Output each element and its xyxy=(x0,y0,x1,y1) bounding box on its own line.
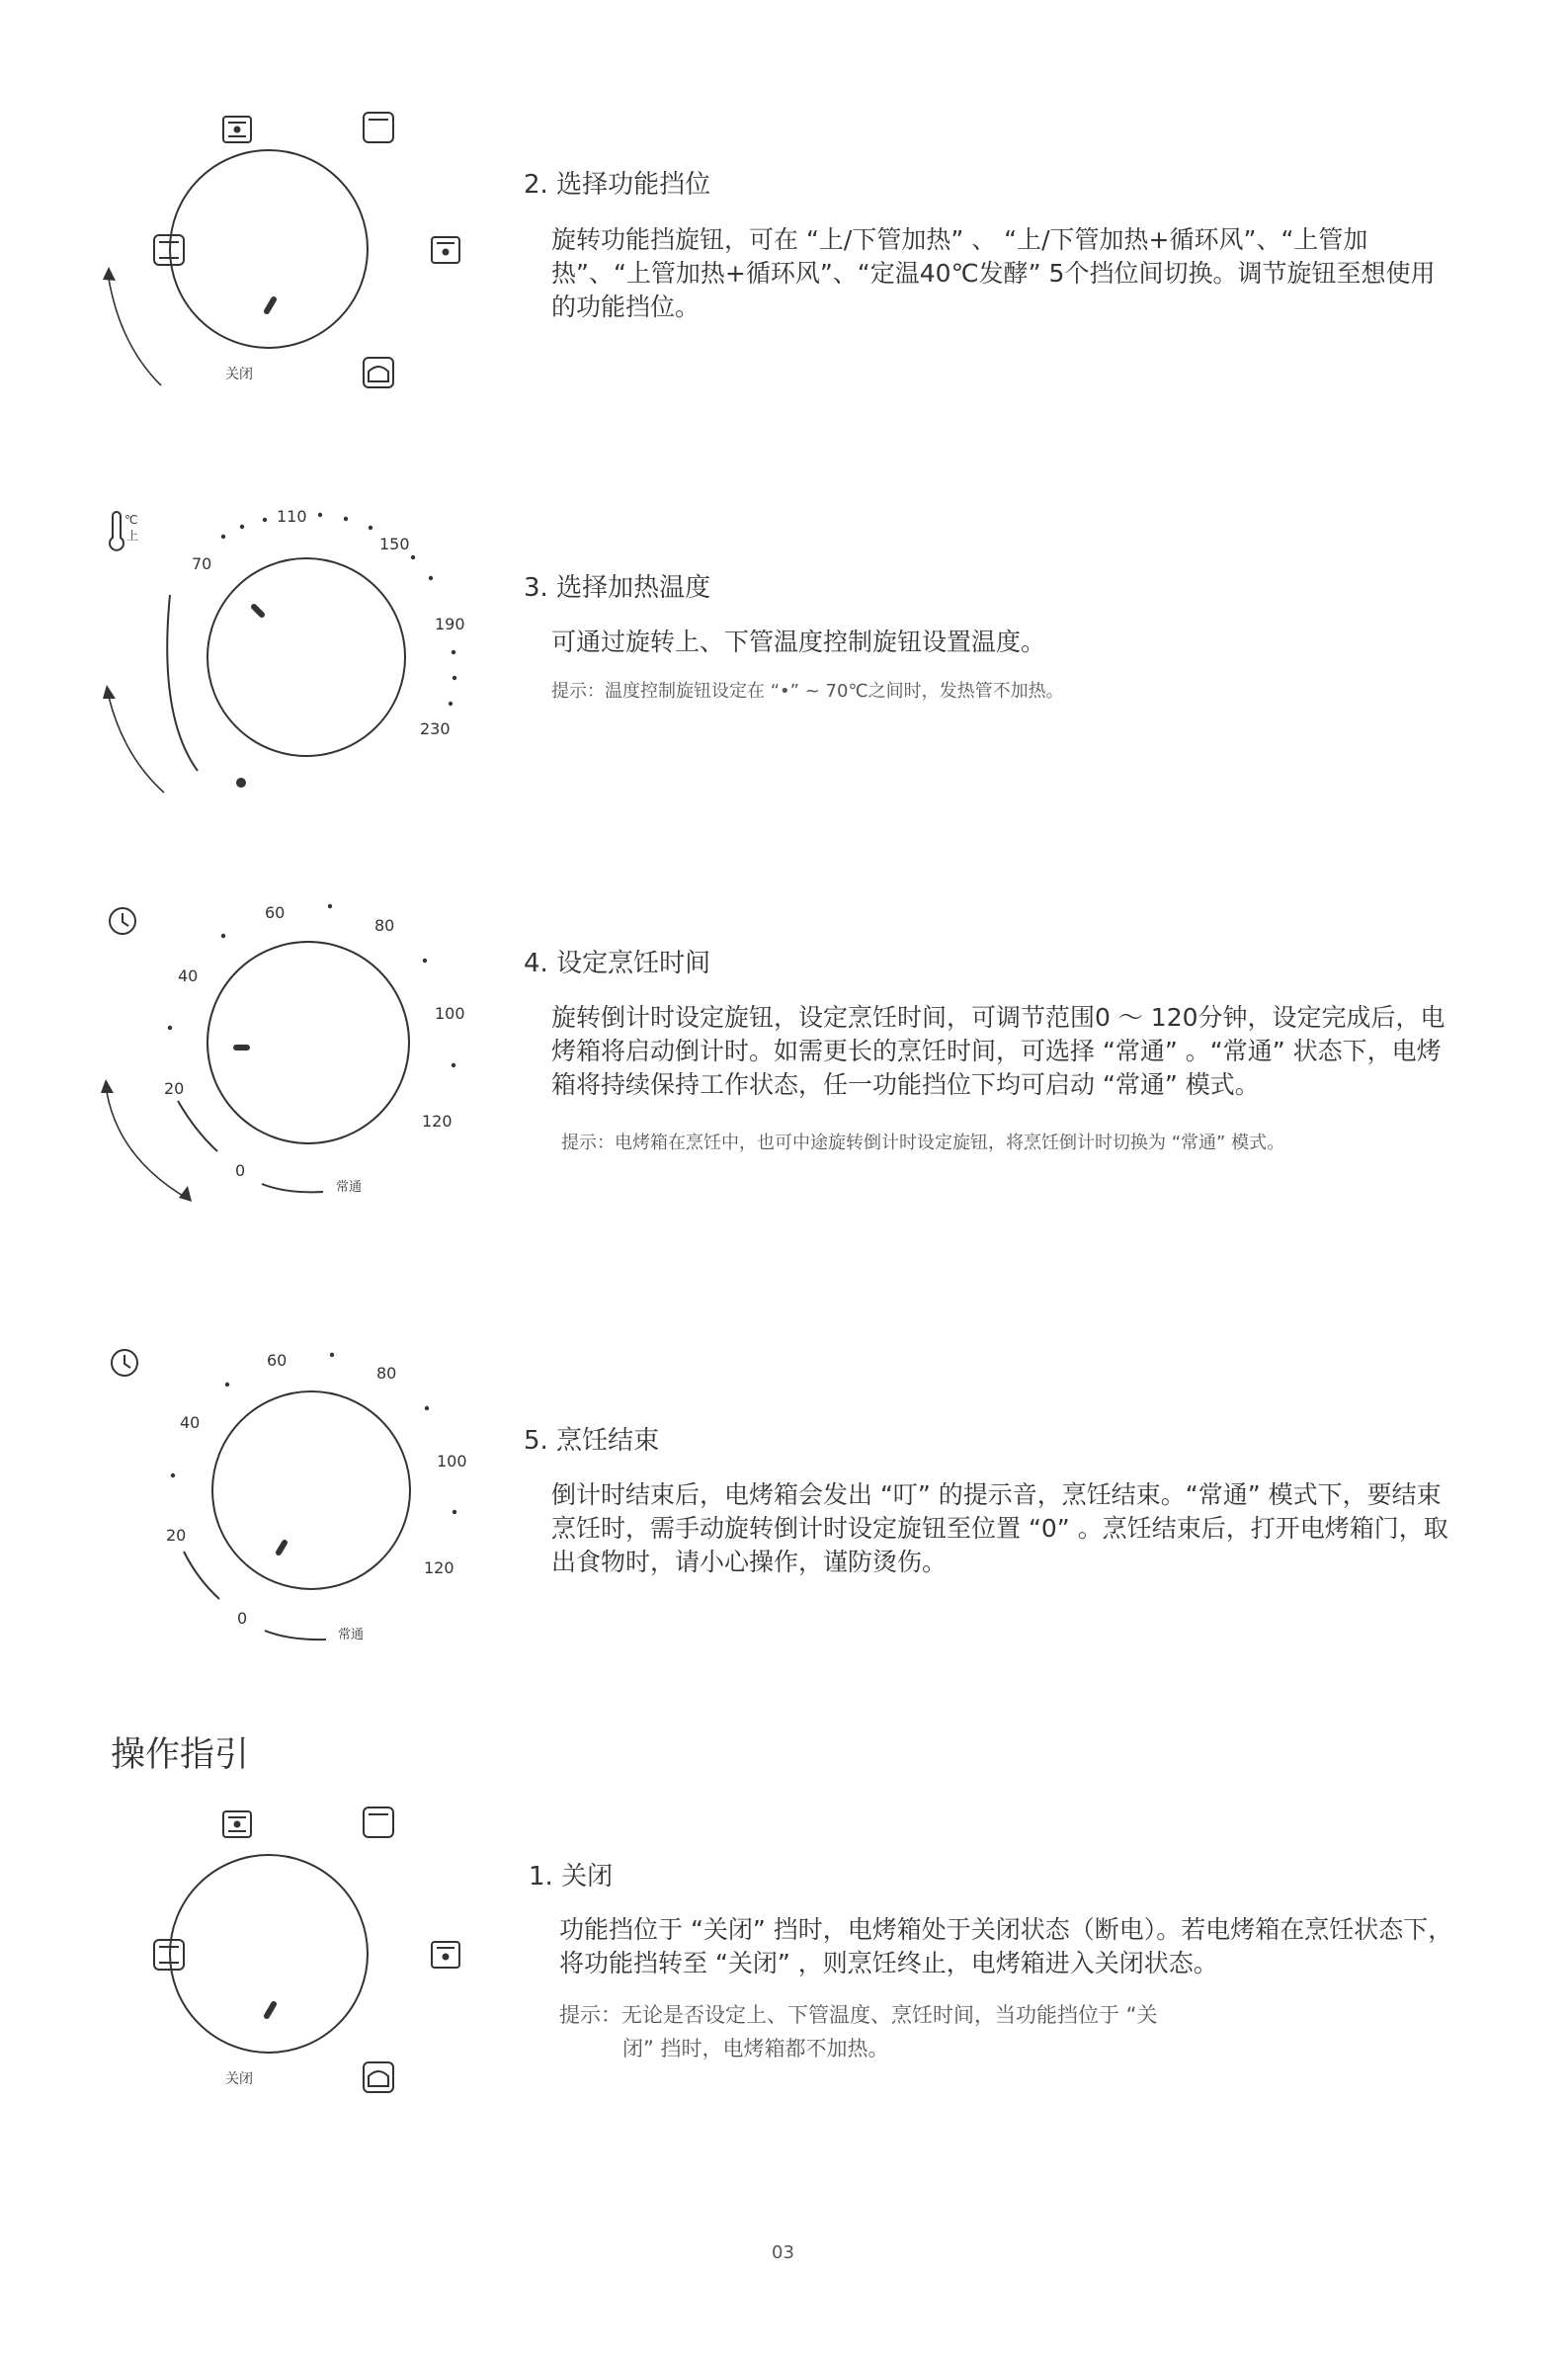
temp-70-label: 70 xyxy=(192,554,212,573)
finish-body: 倒计时结束后，电烤箱会发出 “叮” 的提示音，烹饪结束。“常通” 模式下，要结束烹饪时，需手动旋转倒计时设定旋钮至位置 “0” 。烹饪结束后，打开电烤箱门，取出食物时，请小心操作，谨防烫伤。 xyxy=(551,1480,1448,1576)
always-on-arc xyxy=(265,1631,326,1639)
temperature-knob xyxy=(207,558,405,756)
timer-120-label: 120 xyxy=(422,1112,453,1131)
temperature-heading: 3. 选择加热温度 xyxy=(524,573,711,603)
finish-dial-illustration xyxy=(0,1329,514,1655)
clock-icon xyxy=(110,908,135,934)
always-on-label: 常通 xyxy=(338,1628,365,1642)
timer-0-label: 0 xyxy=(237,1609,248,1628)
timer-40-label: 40 xyxy=(180,1413,201,1432)
timer-60-label: 60 xyxy=(265,903,286,922)
thermometer-unit: ℃ xyxy=(124,513,138,527)
mode-upper-lower-icon xyxy=(154,1940,184,1970)
timer-100-label: 100 xyxy=(435,1004,465,1023)
operation-guide-title: 操作指引 xyxy=(111,1735,250,1775)
mode-upper-fan-icon xyxy=(432,237,459,263)
mode-body: 旋转功能挡旋钮，可在 “上/下管加热” 、 “上/下管加热+循环风”、“上管加热”、“上管加热+循环风”、“定温40℃发酵” 5个挡位间切换。调节旋钮至想使用的功能挡位。 xyxy=(551,225,1436,321)
mode-proof-icon xyxy=(364,358,393,387)
timer-20-label: 20 xyxy=(166,1526,187,1545)
clock-icon xyxy=(112,1350,137,1376)
off-tip xyxy=(559,1998,1251,2065)
knob-pointer xyxy=(279,1543,285,1553)
rotation-arrow-head xyxy=(103,685,116,699)
always-on-arc xyxy=(262,1184,323,1192)
timer-100-label: 100 xyxy=(437,1452,467,1471)
knob-pointer xyxy=(254,607,262,615)
timer-low-arc xyxy=(178,1101,217,1151)
temperature-dial-illustration xyxy=(0,504,514,810)
mode-proof-icon xyxy=(364,2062,393,2092)
mode-off-label: 关闭 xyxy=(225,367,253,382)
mode-dial-illustration xyxy=(0,99,514,405)
rotation-arrow-head xyxy=(101,1079,114,1093)
off-dial-illustration xyxy=(0,1794,514,2100)
temperature-tip: 提示：温度控制旋钮设定在 “•” ~ 70℃之间时，发热管不加热。 xyxy=(551,681,1064,702)
temp-110-label: 110 xyxy=(277,507,307,526)
temperature-range-arc xyxy=(167,595,198,771)
thermometer-icon xyxy=(110,512,124,550)
mode-upper-heat-icon xyxy=(364,1807,393,1837)
timer-80-label: 80 xyxy=(376,1364,397,1383)
thermometer-position: 上 xyxy=(126,529,139,543)
timer-tip: 提示：电烤箱在烹饪中，也可中途旋转倒计时设定旋钮，将烹饪倒计时切换为 “常通” 模式。 xyxy=(561,1133,1285,1153)
mode-upper-heat-icon xyxy=(364,113,393,142)
timer-20-label: 20 xyxy=(164,1079,185,1098)
scale-dots xyxy=(168,904,455,1067)
mode-upper-fan-icon xyxy=(432,1942,459,1968)
timer-knob xyxy=(207,942,409,1143)
mode-knob xyxy=(170,1855,368,2053)
timer-120-label: 120 xyxy=(424,1558,454,1577)
timer-0-label: 0 xyxy=(235,1161,246,1180)
off-tip-line2: 闭” 挡时，电烤箱都不加热。 xyxy=(622,2037,889,2060)
scale-dots xyxy=(221,513,456,788)
timer-60-label: 60 xyxy=(267,1351,288,1370)
rotation-arrow xyxy=(109,279,161,385)
temperature-body: 可通过旋转上、下管温度控制旋钮设置温度。 xyxy=(551,628,1046,656)
timer-dial-illustration xyxy=(0,889,514,1216)
timer-80-label: 80 xyxy=(374,916,395,935)
knob-pointer xyxy=(267,2004,274,2016)
mode-knob xyxy=(170,150,368,348)
timer-low-arc xyxy=(184,1552,219,1599)
mode-upper-lower-icon xyxy=(154,235,184,265)
temp-190-label: 190 xyxy=(435,615,465,633)
page-number: 03 xyxy=(772,2242,794,2263)
finish-heading: 5. 烹饪结束 xyxy=(524,1426,660,1456)
rotation-arrow xyxy=(109,697,164,793)
knob-pointer xyxy=(267,299,274,311)
always-on-label: 常通 xyxy=(336,1180,363,1195)
mode-upper-lower-fan-icon xyxy=(223,117,251,142)
timer-knob xyxy=(212,1391,410,1589)
off-tip-line1: 无论是否设定上、下管温度、烹饪时间，当功能挡位于 “关 xyxy=(621,2003,1158,2027)
timer-heading: 4. 设定烹饪时间 xyxy=(524,949,711,978)
off-body: 功能挡位于 “关闭” 挡时，电烤箱处于关闭状态（断电）。若电烤箱在烹饪状态下，将功能挡转至 “关闭” ，则烹饪终止，电烤箱进入关闭状态。 xyxy=(559,1915,1453,1977)
timer-40-label: 40 xyxy=(178,966,199,985)
off-tip-prefix: 提示： xyxy=(559,2003,621,2027)
rotation-arrow-head xyxy=(103,267,116,281)
temp-230-label: 230 xyxy=(420,719,451,738)
mode-heading: 2. 选择功能挡位 xyxy=(524,170,711,200)
timer-body: 旋转倒计时设定旋钮，设定烹饪时间，可调节范围0 ～ 120分钟，设定完成后，电烤箱将启动倒计时。如需更长的烹饪时间，可选择 “常通” 。“常通” 状态下，电烤箱将持续保持工作状态，任一功能挡位下均可启动 “常通” 模式。 xyxy=(551,1003,1445,1099)
mode-upper-lower-fan-icon xyxy=(223,1811,251,1837)
scale-dots xyxy=(171,1353,456,1514)
rotation-arrow xyxy=(107,1092,188,1199)
mode-off-label: 关闭 xyxy=(225,2071,253,2087)
off-dot xyxy=(236,778,246,788)
off-heading: 1. 关闭 xyxy=(529,1862,614,1891)
temp-150-label: 150 xyxy=(379,535,410,553)
